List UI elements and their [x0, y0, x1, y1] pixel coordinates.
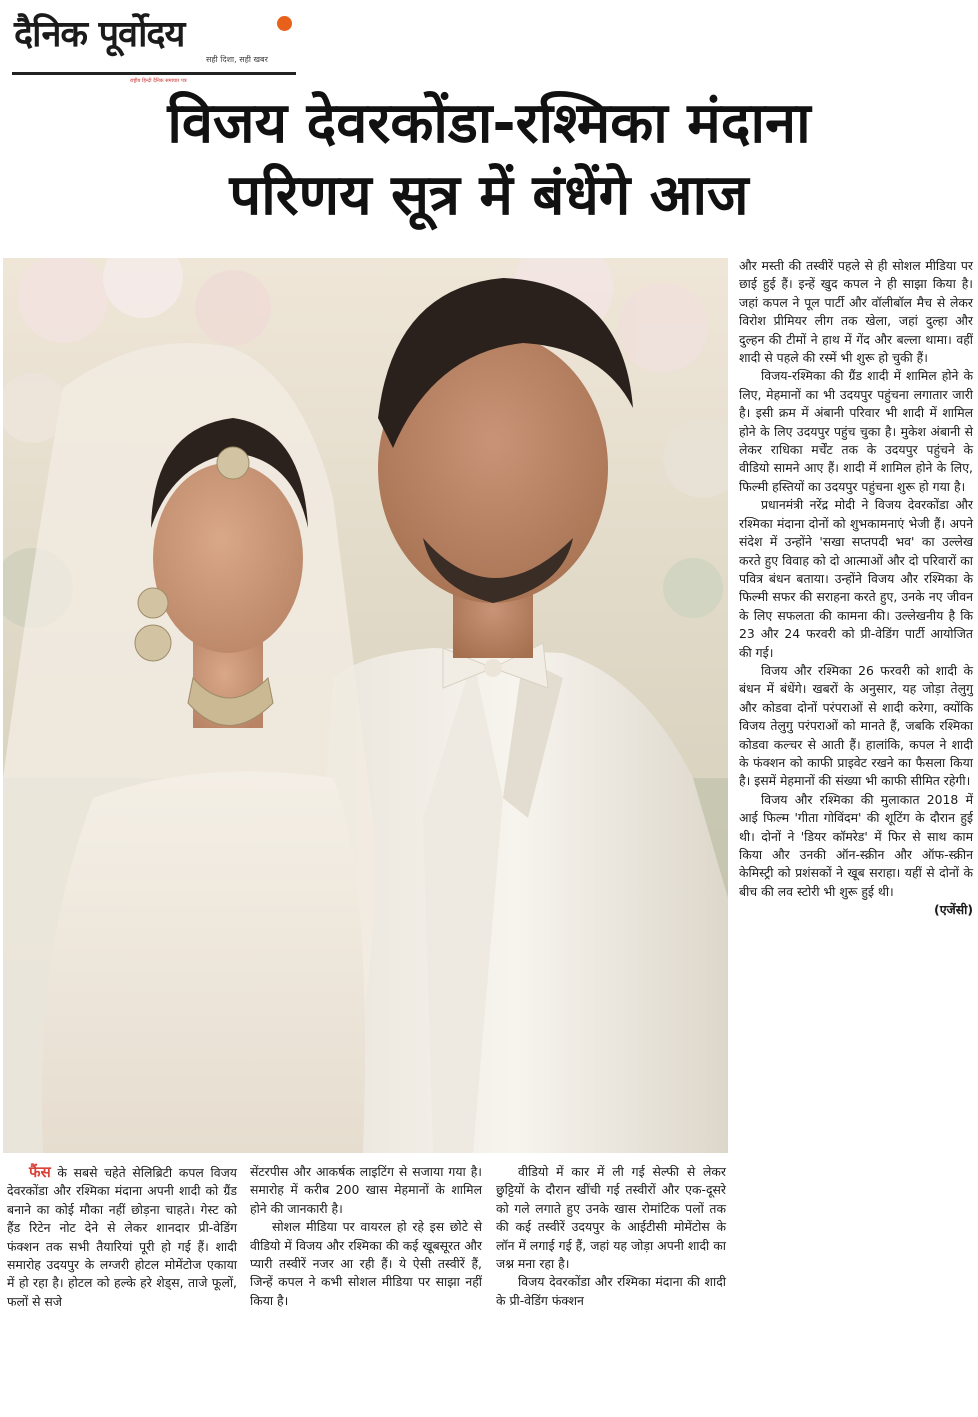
article-column-right [739, 257, 973, 920]
article-paragraph: विजय और रश्मिका की मुलाकात 2018 में आई फिल्म 'गीता गोविंदम' की शूटिंग के दौरान हुई थी। दोनों ने 'डियर कॉमरेड' में फिर से साथ काम किया और उनकी ऑन-स्क्रीन और ऑफ-स्क्रीन केमिस्ट्री को प्रशंसकों ने खूब सराहा। यहीं से दोनों के बीच की लव स्टोरी भी शुरू हुई थी। [739, 791, 973, 899]
headline [0, 88, 978, 232]
newspaper-logo: दैनिक पूर्वोदय [14, 14, 185, 55]
couple-photo-illustration [3, 258, 728, 1153]
article-paragraph: सेंटरपीस और आकर्षक लाइटिंग से सजाया गया है। समारोह में करीब 200 खास मेहमानों के शामिल होने की जानकारी है। [250, 1164, 482, 1216]
article-column-2 [250, 1163, 482, 1310]
article-paragraph: सोशल मीडिया पर वायरल हो रहे इस छोटे से वीडियो में विजय और रश्मिका की कई खूबसूरत और प्यारी तस्वीरें नजर आ रही हैं। ये ऐसी तस्वीरें हैं, जिन्हें कपल ने कभी सोशल मीडिया पर साझा नहीं किया है। [250, 1219, 482, 1308]
masthead-rule [12, 72, 296, 75]
masthead [10, 8, 300, 84]
article-column-3 [496, 1163, 726, 1310]
article-paragraph: और मस्ती की तस्वीरें पहले से ही सोशल मीडिया पर छाई हुई हैं। इन्हें खुद कपल ने ही साझा किया है। जहां कपल ने पूल पार्टी और वॉलीबॉल मैच से लेकर विरोश प्रीमियर लीग तक खेला, जहां दुल्हा और दुल्हन की टीमों ने हाथ में गेंद और बल्ला थामा। वहीं शादी से पहले की रस्में भी शुरू हो चुकी हैं। [739, 258, 973, 366]
headline-line-1: विजय देवरकोंडा-रश्मिका मंदाना [167, 91, 811, 156]
logo-dot-icon [277, 16, 292, 31]
article-paragraph: विजय देवरकोंडा और रश्मिका मंदाना की शादी के प्री-वेडिंग फंक्शन [496, 1274, 726, 1308]
headline-line-2: परिणय सूत्र में बंधेंगे आज [229, 163, 749, 228]
masthead-subline: राष्ट्रीय हिन्दी दैनिक समाचार पत्र [130, 78, 187, 84]
article-signoff: (एजेंसी) [934, 902, 973, 918]
couple-photo [3, 258, 728, 1153]
article-paragraph: के सबसे चहेते सेलिब्रिटी कपल विजय देवरकोंडा और रश्मिका मंदाना अपनी शादी को ग्रैंड बनाने का कोई मौका नहीं छोड़ना चाहते। गेस्ट को हैंड रिटेन नोट देने से लेकर शानदार प्री-वेडिंग फंक्शन तक सभी तैयारियां पूरी हो गई हैं। शादी समारोह उदयपुर के लग्जरी होटल मोमेंटोज एकाया में हो रहा है। होटल को हल्के हरे शेड्स, ताजे फूलों, फलों से सजे [7, 1165, 237, 1309]
lead-word: फैंस [29, 1163, 51, 1181]
article-paragraph: प्रधानमंत्री नरेंद्र मोदी ने विजय देवरकोंडा और रश्मिका मंदाना दोनों को शुभकामनाएं भेजी हैं। अपने संदेश में उन्होंने 'सखा सप्तपदी भव' का उल्लेख करते हुए विवाह को दो आत्माओं और दो परिवारों का पवित्र बंधन बताया। उन्होंने विजय और रश्मिका के फिल्मी सफर की सराहना करते हुए, उनके नए जीवन के लिए सफलता की कामना की। उल्लेखनीय है कि 23 और 24 फरवरी को प्री-वेडिंग पार्टी आयोजित की गई। [739, 497, 973, 660]
article-paragraph: विजय और रश्मिका 26 फरवरी को शादी के बंधन में बंधेंगे। खबरों के अनुसार, यह जोड़ा तेलुगु और कोडवा दोनों परंपराओं से शादी करेगा, क्योंकि विजय तेलुगु परंपराओं को मानते हैं, जबकि रश्मिका कोडवा कल्चर से आती हैं। हालांकि, कपल ने शादी के फंक्शन को काफी प्राइवेट रखने का फैसला किया है। इसमें मेहमानों की संख्या भी काफी सीमित रहेगी। [739, 662, 973, 789]
article-paragraph: विजय-रश्मिका की ग्रैंड शादी में शामिल होने के लिए, मेहमानों का भी उदयपुर पहुंचना लगातार जारी है। इसी क्रम में अंबानी परिवार भी शादी में शामिल होने के लिए उदयपुर पहुंच चुका है। मुकेश अंबानी से लेकर राधिका मर्चेंट तक के उदयपुर पहुंचने के वीडियो सामने आए हैं। शादी में शामिल होने के लिए, फिल्मी हस्तियों का उदयपुर पहुंचना शुरू हो गया है। [739, 368, 973, 494]
article-column-1 [7, 1163, 237, 1311]
article-paragraph: वीडियो में कार में ली गई सेल्फी से लेकर छुट्टियों के दौरान खींची गई तस्वीरों और एक-दूसरे को गले लगाते हुए उनके खास रोमांटिक पलों तक की कई तस्वीरें उदयपुर के आईटीसी मोमेंटोस के लॉन में लगाई गई हैं, जहां यह जोड़ा अपनी शादी का जश्न मना रहा है। [496, 1164, 726, 1272]
newspaper-tagline: सही दिशा, सही खबर [206, 55, 268, 64]
